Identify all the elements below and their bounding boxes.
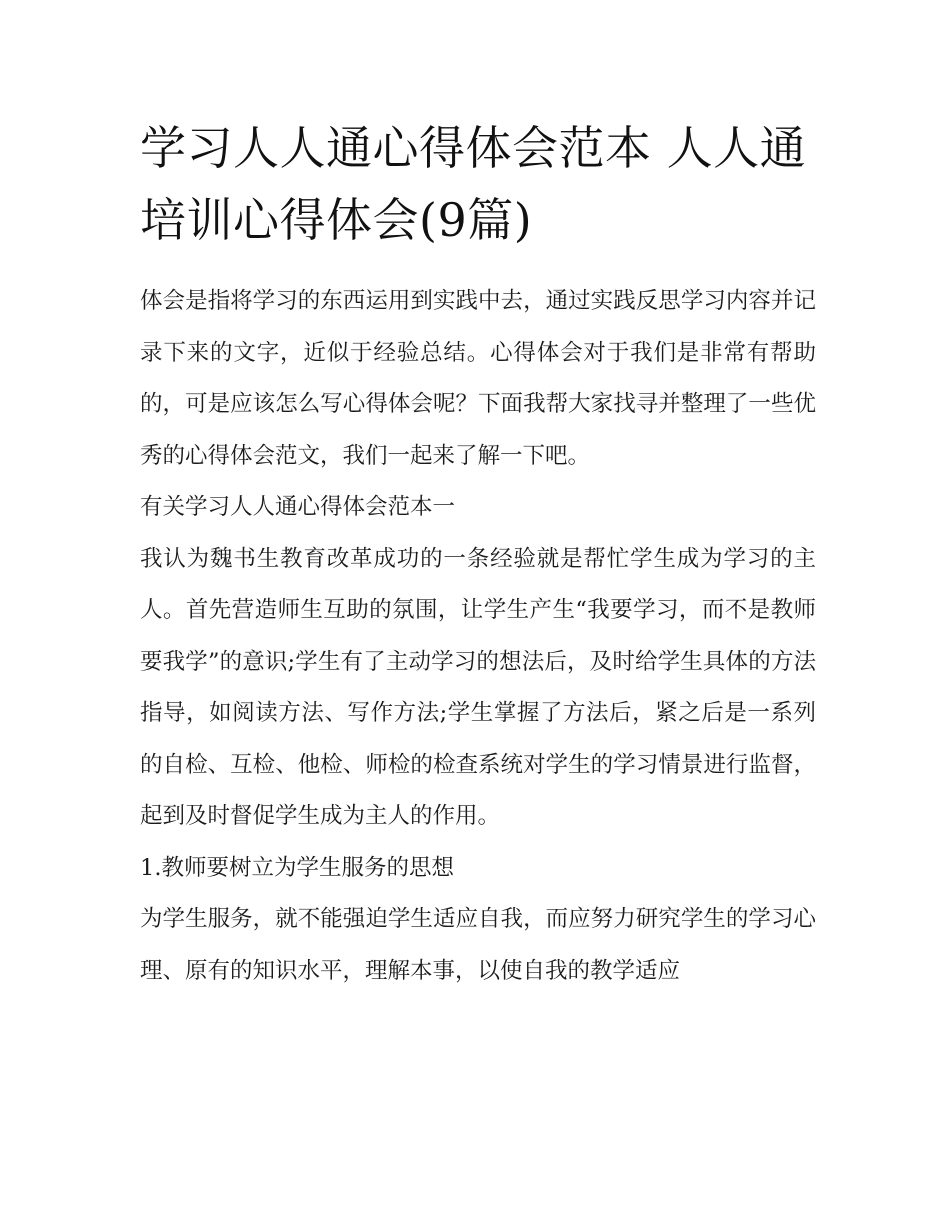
- section-heading: 有关学习人人通心得体会范本一: [140, 494, 456, 520]
- numbered-point: 1.教师要树立为学生服务的思想: [140, 854, 454, 881]
- body-paragraph-continued: 为学生服务，就不能强迫学生适应自我，而应努力研究学生的学习心理、原有的知识水平，理解本事，以使自我的教学适应: [140, 906, 816, 984]
- document-title: 学习人人通心得体会范本 人人通培训心得体会(9篇): [140, 121, 807, 247]
- body-paragraph: 我认为魏书生教育改革成功的一条经验就是帮忙学生成为学习的主人。首先营造师生互助的氛围，让学生产生“我要学习，而不是教师要我学”的意识;学生有了主动学习的想法后，及时给学生具体的方法指导，如阅读方法、写作方法;学生掌握了方法后，紧之后是一系列的自检、互检、他检、师检的检查系统对学生的学习情景进行监督，起到及时督促学生成为主人的作用。: [140, 545, 816, 829]
- document-body: [140, 276, 816, 997]
- intro-paragraph: 体会是指将学习的东西运用到实践中去，通过实践反思学习内容并记录下来的文字，近似于经验总结。心得体会对于我们是非常有帮助的，可是应该怎么写心得体会呢？下面我帮大家找寻并整理了一些优秀的心得体会范文，我们一起来了解一下吧。: [140, 288, 816, 469]
